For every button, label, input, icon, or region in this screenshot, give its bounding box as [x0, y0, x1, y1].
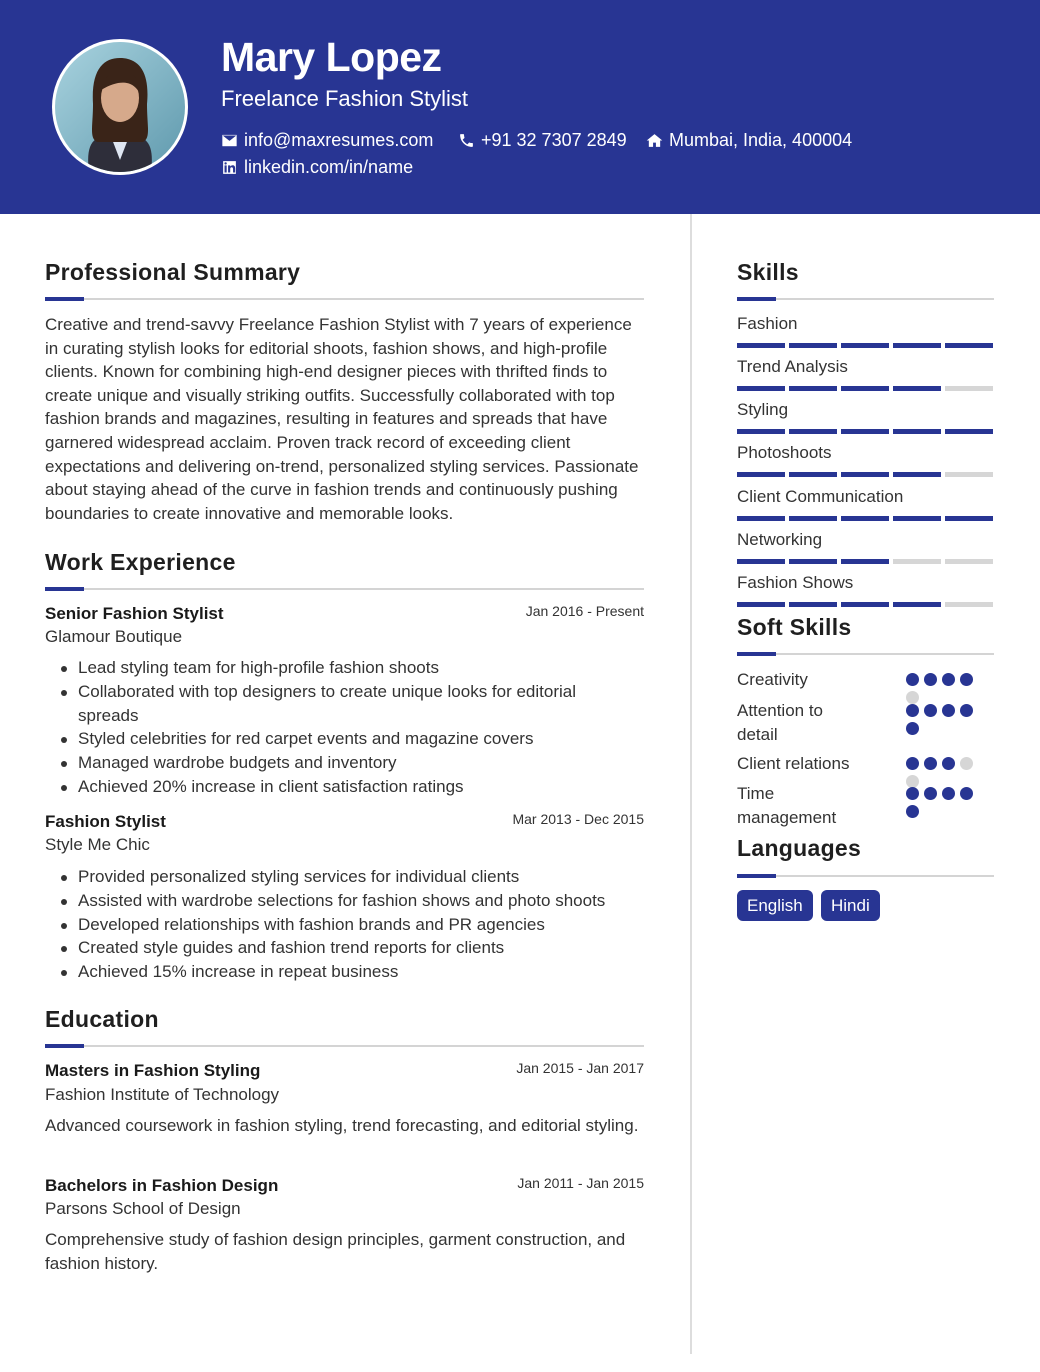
soft-skill-rating	[906, 787, 978, 818]
list-item: Styled celebrities for red carpet events and magazine covers	[56, 727, 636, 751]
skill-segment	[841, 343, 889, 348]
job-date: Jan 2016 - Present	[525, 603, 644, 619]
rating-dot	[942, 787, 955, 800]
education-description: Comprehensive study of fashion design principles, garment construction, and fashion history.	[45, 1230, 626, 1273]
skill-segment	[841, 602, 889, 607]
degree-title: Masters in Fashion Styling	[45, 1061, 261, 1080]
school-name: Fashion Institute of Technology	[45, 1085, 280, 1104]
education-date: Jan 2015 - Jan 2017	[516, 1060, 644, 1076]
education-description: Advanced coursework in fashion styling, trend forecasting, and editorial styling.	[45, 1116, 639, 1135]
rating-dot	[924, 704, 937, 717]
rating-dot	[924, 787, 937, 800]
skill-segment	[789, 343, 837, 348]
rating-dot	[906, 805, 919, 818]
rating-dot	[906, 691, 919, 704]
skill-segment	[893, 343, 941, 348]
list-item: Achieved 15% increase in repeat business	[56, 960, 636, 984]
experience-heading: Work Experience	[45, 549, 236, 575]
candidate-name: Mary Lopez	[221, 34, 442, 80]
job-company: Glamour Boutique	[45, 627, 183, 646]
list-item: Collaborated with top designers to create unique looks for editorial spreads	[56, 680, 636, 728]
summary-rule	[45, 298, 644, 300]
email-text: info@maxresumes.com	[244, 130, 434, 150]
envelope-icon	[221, 132, 238, 149]
skill-name: Fashion Shows	[737, 573, 854, 592]
phone-icon	[458, 132, 475, 149]
job-title: Fashion Stylist	[45, 812, 166, 831]
rating-dot	[942, 704, 955, 717]
skill-name: Fashion	[737, 314, 798, 333]
job-date: Mar 2013 - Dec 2015	[512, 811, 644, 827]
home-icon	[646, 132, 663, 149]
summary-text: Creative and trend-savvy Freelance Fashion Stylist with 7 years of experience in curating stylish looks for editorial shoots, fashion shows, and high-profile clients. Known for combining high-end designer pieces with thrifted finds to create unique and visually striking outfits. Successfully collaborated with top fashion brands and magazines, resulting in features and spreads that have garnered widespread acclaim. Proven track record of exceeding client expectations and delivering on-trend, personalized styling services. Passionate about staying ahead of the curve in fashion trends and continuously pushing boundaries to create innovative and memorable looks.	[45, 315, 639, 523]
skill-segment	[945, 343, 993, 348]
job-title: Senior Fashion Stylist	[45, 604, 224, 623]
skill-segment	[789, 516, 837, 521]
skill-segment	[737, 516, 785, 521]
soft-skill-name: Time management	[737, 784, 837, 827]
job-bullets	[56, 865, 636, 984]
linkedin-text: linkedin.com/in/name	[244, 157, 414, 177]
soft-skills-heading: Soft Skills	[737, 614, 852, 640]
location-text: Mumbai, India, 400004	[669, 130, 853, 150]
skill-segment	[737, 429, 785, 434]
skill-segment	[841, 429, 889, 434]
skill-segment	[893, 602, 941, 607]
linkedin-icon	[221, 159, 238, 176]
skill-bar	[737, 602, 993, 607]
skill-segment	[737, 343, 785, 348]
skill-segment	[893, 429, 941, 434]
skill-bar	[737, 516, 993, 521]
skill-segment	[893, 516, 941, 521]
skill-name: Networking	[737, 530, 823, 549]
languages-heading: Languages	[737, 835, 862, 861]
skill-segment	[789, 602, 837, 607]
rating-dot	[942, 673, 955, 686]
skill-segment	[945, 472, 993, 477]
skill-bar	[737, 343, 993, 348]
skill-segment	[737, 386, 785, 391]
education-rule	[45, 1045, 644, 1047]
soft-skill-rating	[906, 673, 978, 704]
contact-phone[interactable]	[458, 130, 627, 151]
list-item: Developed relationships with fashion brands and PR agencies	[56, 913, 636, 937]
rating-dot	[906, 722, 919, 735]
skill-name: Client Communication	[737, 487, 904, 506]
skill-segment	[945, 559, 993, 564]
avatar	[52, 39, 188, 175]
soft-skill-rating	[906, 704, 978, 735]
rating-dot	[960, 704, 973, 717]
skill-name: Trend Analysis	[737, 357, 848, 376]
skill-segment	[737, 472, 785, 477]
languages-rule	[737, 875, 994, 877]
soft-skills-rule	[737, 653, 994, 655]
soft-skill-name: Client relations	[737, 754, 850, 773]
rating-dot	[906, 673, 919, 686]
rating-dot	[924, 673, 937, 686]
skill-segment	[737, 602, 785, 607]
rating-dot	[906, 757, 919, 770]
rating-dot	[960, 673, 973, 686]
skill-segment	[893, 559, 941, 564]
language-badge-hindi: Hindi	[821, 890, 880, 921]
skill-segment	[789, 429, 837, 434]
soft-skill-name: Attention to detail	[737, 701, 824, 744]
column-divider	[690, 214, 692, 1354]
list-item: Provided personalized styling services for individual clients	[56, 865, 636, 889]
job-bullets	[56, 656, 636, 799]
skill-segment	[789, 386, 837, 391]
experience-rule	[45, 588, 644, 590]
rating-dot	[906, 787, 919, 800]
skill-segment	[841, 559, 889, 564]
skill-segment	[945, 386, 993, 391]
contact-location	[646, 130, 852, 151]
skill-bar	[737, 429, 993, 434]
skill-bar	[737, 559, 993, 564]
education-heading: Education	[45, 1006, 159, 1032]
candidate-title: Freelance Fashion Stylist	[221, 86, 468, 111]
contact-email[interactable]	[221, 130, 433, 151]
skill-segment	[945, 516, 993, 521]
profile-photo	[55, 42, 185, 172]
school-name: Parsons School of Design	[45, 1199, 241, 1218]
summary-heading: Professional Summary	[45, 259, 301, 285]
degree-title: Bachelors in Fashion Design	[45, 1176, 279, 1195]
skill-segment	[789, 559, 837, 564]
skill-segment	[893, 472, 941, 477]
resume-header	[0, 0, 1040, 214]
rating-dot	[906, 704, 919, 717]
list-item: Created style guides and fashion trend reports for clients	[56, 936, 636, 960]
soft-skill-name: Creativity	[737, 670, 808, 689]
skills-heading: Skills	[737, 259, 799, 285]
skill-segment	[789, 472, 837, 477]
skill-bar	[737, 472, 993, 477]
skill-segment	[737, 559, 785, 564]
skill-segment	[841, 516, 889, 521]
list-item: Achieved 20% increase in client satisfaction ratings	[56, 775, 636, 799]
list-item: Lead styling team for high-profile fashion shoots	[56, 656, 636, 680]
skill-segment	[945, 602, 993, 607]
skill-segment	[945, 429, 993, 434]
rating-dot	[942, 757, 955, 770]
skill-name: Photoshoots	[737, 443, 832, 462]
rating-dot	[924, 757, 937, 770]
list-item: Managed wardrobe budgets and inventory	[56, 751, 636, 775]
job-company: Style Me Chic	[45, 835, 150, 854]
skill-segment	[841, 386, 889, 391]
language-badge-english: English	[737, 890, 813, 921]
skill-segment	[893, 386, 941, 391]
skill-name: Styling	[737, 400, 789, 419]
education-date: Jan 2011 - Jan 2015	[517, 1175, 644, 1191]
skill-bar	[737, 386, 993, 391]
skill-segment	[841, 472, 889, 477]
phone-text: +91 32 7307 2849	[481, 130, 627, 150]
skills-rule	[737, 298, 994, 300]
rating-dot	[960, 787, 973, 800]
rating-dot	[960, 757, 973, 770]
soft-skill-rating	[906, 757, 978, 788]
contact-linkedin[interactable]	[221, 157, 413, 178]
list-item: Assisted with wardrobe selections for fashion shows and photo shoots	[56, 889, 636, 913]
